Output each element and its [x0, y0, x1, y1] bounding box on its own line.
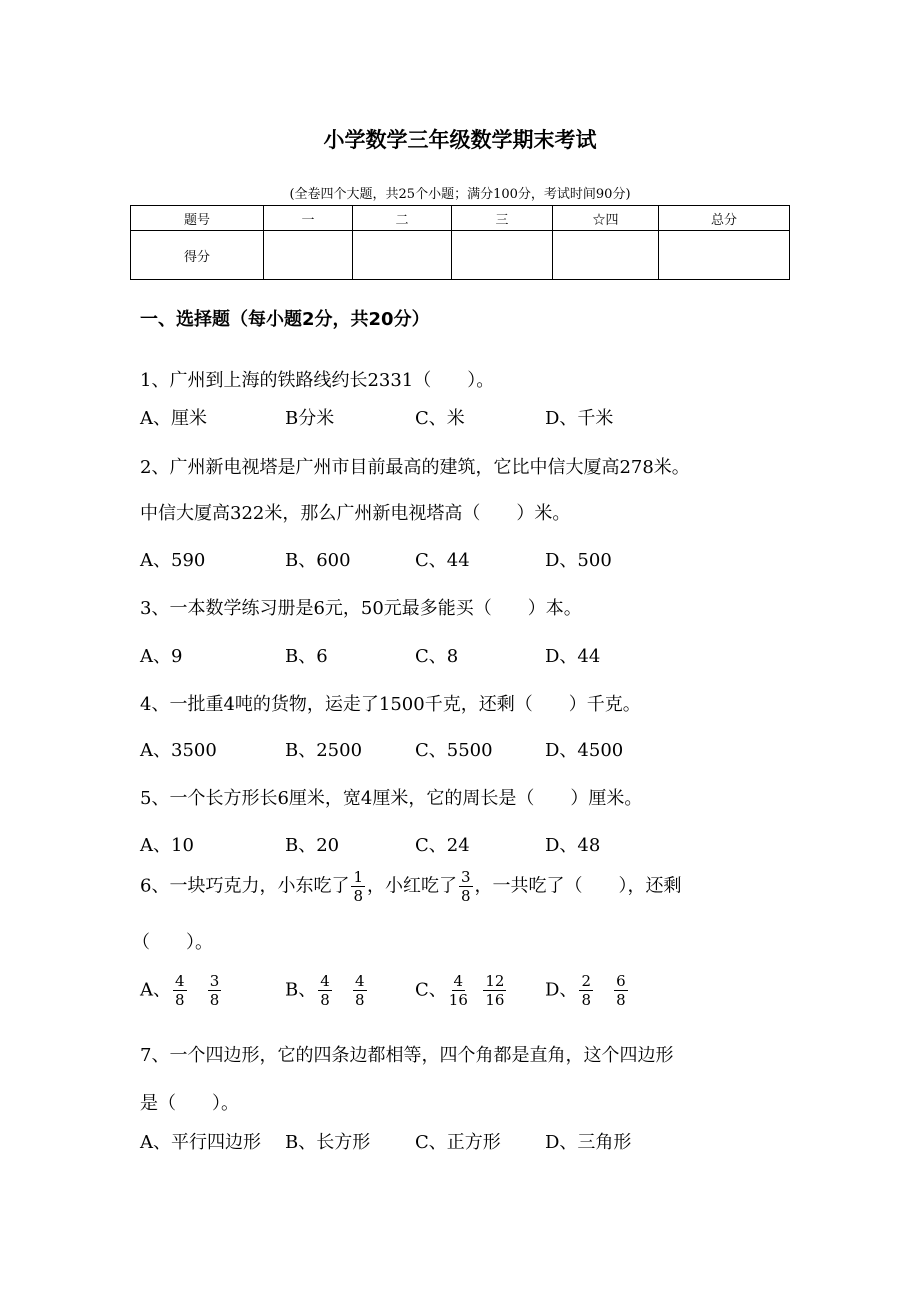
option-b: B、长方形 [285, 1132, 371, 1153]
header-cell: 二 [353, 206, 452, 231]
question-2-line2: 中信大厦高322米，那么广州新电视塔高（ ）米。 [140, 503, 571, 524]
score-cell[interactable] [553, 231, 659, 280]
fraction [483, 972, 506, 1009]
option-d [545, 972, 630, 1009]
option-b [285, 972, 369, 1009]
fraction [459, 868, 473, 905]
question-6 [140, 868, 682, 905]
option-c: C、正方形 [415, 1132, 501, 1153]
question-1: 1、广州到上海的铁路线约长2331（ ）。 [140, 370, 495, 391]
q6-text: ，小红吃了 [367, 875, 457, 897]
denominator: 8 [320, 991, 330, 1009]
option-label: D、 [545, 979, 578, 1001]
numerator: 12 [485, 972, 505, 990]
numerator: 3 [461, 868, 471, 886]
option-c: C、5500 [415, 740, 493, 761]
question-7: 7、一个四边形，它的四条边都相等，四个角都是直角，这个四边形 [140, 1045, 674, 1066]
fraction [208, 972, 222, 1009]
option-label: A、 [140, 979, 171, 1001]
option-a [140, 972, 223, 1009]
option-a: A、平行四边形 [140, 1132, 261, 1153]
fraction [449, 972, 468, 1009]
score-cell[interactable] [353, 231, 452, 280]
option-c [415, 972, 508, 1009]
question-7-line2: 是（ ）。 [140, 1093, 239, 1114]
denominator: 8 [616, 991, 626, 1009]
numerator: 4 [453, 972, 464, 990]
numerator: 6 [616, 972, 626, 990]
option-a: A、10 [140, 835, 194, 856]
score-table [130, 205, 790, 280]
fraction [351, 868, 365, 905]
option-a: A、厘米 [140, 408, 207, 429]
question-3: 3、一本数学练习册是6元，50元最多能买（ ）本。 [140, 598, 582, 619]
option-d: D、4500 [545, 740, 624, 761]
score-cell[interactable] [452, 231, 553, 280]
question-2: 2、广州新电视塔是广州市目前最高的建筑，它比中信大厦高278米。 [140, 457, 690, 478]
exam-title: 小学数学三年级数学期末考试 [323, 128, 597, 152]
denominator: 8 [354, 991, 365, 1009]
numerator: 4 [175, 972, 185, 990]
option-c: C、44 [415, 550, 470, 571]
denominator: 16 [485, 991, 505, 1009]
header-cell: 题号 [131, 206, 264, 231]
section-heading: 一、选择题（每小题2分，共20分） [140, 309, 430, 330]
option-b: B、20 [285, 835, 340, 856]
option-label: B、 [285, 979, 317, 1001]
fraction [173, 972, 187, 1009]
question-4: 4、一批重4吨的货物，运走了1500千克，还剩（ ）千克。 [140, 694, 641, 715]
fraction [614, 972, 628, 1009]
header-cell: 一 [264, 206, 353, 231]
option-b: B、2500 [285, 740, 363, 761]
denominator: 8 [581, 991, 591, 1009]
fraction [579, 972, 593, 1009]
option-d: D、500 [545, 550, 612, 571]
option-d: D、48 [545, 835, 601, 856]
header-cell: 总分 [659, 206, 790, 231]
score-cell[interactable] [264, 231, 353, 280]
option-d: D、千米 [545, 408, 614, 429]
fraction [353, 972, 367, 1009]
option-c: C、8 [415, 646, 459, 667]
option-b: B、600 [285, 550, 351, 571]
option-b: B分米 [285, 408, 335, 429]
numerator: 1 [353, 868, 363, 886]
q6-text: 6、一块巧克力，小东吃了 [140, 875, 350, 897]
numerator: 3 [209, 972, 220, 990]
denominator: 8 [175, 991, 185, 1009]
denominator: 8 [461, 887, 471, 905]
denominator: 16 [448, 991, 468, 1009]
question-6-line2: （ ）。 [132, 932, 213, 953]
option-label: C、 [415, 979, 447, 1001]
denominator: 8 [353, 887, 363, 905]
score-row-label: 得分 [131, 231, 264, 280]
header-cell: ☆四 [553, 206, 659, 231]
option-a: A、3500 [140, 740, 217, 761]
numerator: 4 [320, 972, 330, 990]
question-5: 5、一个长方形长6厘米，宽4厘米，它的周长是（ ）厘米。 [140, 788, 643, 809]
option-b: B、6 [285, 646, 328, 667]
numerator: 4 [354, 972, 365, 990]
header-cell: 三 [452, 206, 553, 231]
denominator: 8 [209, 991, 220, 1009]
exam-subtitle: (全卷四个大题，共25个小题；满分100分，考试时间90分) [289, 187, 631, 202]
option-d: D、44 [545, 646, 601, 667]
option-a: A、590 [140, 550, 206, 571]
numerator: 2 [581, 972, 591, 990]
q6-text: ，一共吃了（ ），还剩 [474, 875, 682, 897]
option-c: C、24 [415, 835, 470, 856]
option-c: C、米 [415, 408, 465, 429]
option-d: D、三角形 [545, 1132, 632, 1153]
option-a: A、9 [140, 646, 183, 667]
fraction [318, 972, 332, 1009]
score-cell[interactable] [659, 231, 790, 280]
